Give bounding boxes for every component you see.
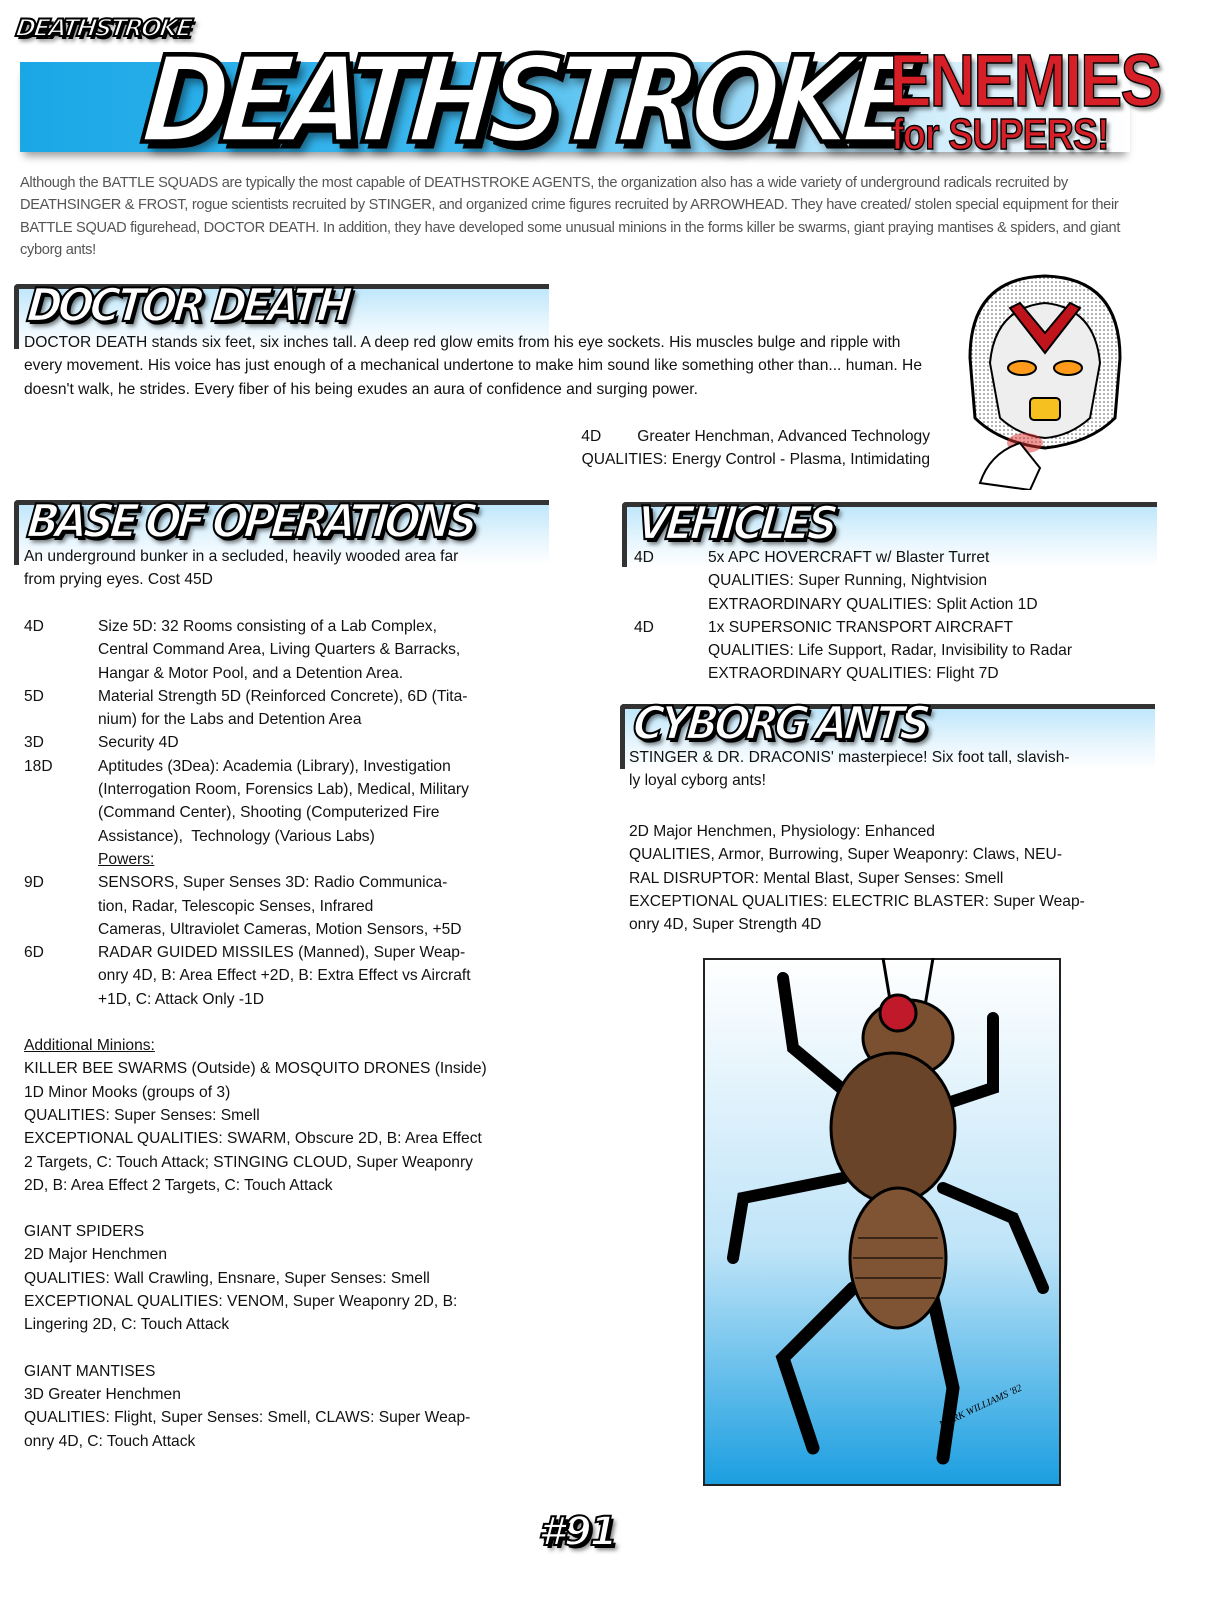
vehicles-title: VEHICLES — [634, 496, 837, 550]
vehicle-row — [634, 546, 1174, 616]
minion-killer-bees: KILLER BEE SWARMS (Outside) & MOSQUITO DRONES (Inside) 1D Minor Mooks (groups of 3) QUALITIES: Super Senses: Smell EXCEPTIONAL QUALITIES: SWARM, Obscure 2D, B: Area Effect 2 Targets, C: Touch Attack; STINGING CLOUD, Super Weaponry 2D, B: Area Effect 2 Targets, C: Touch Attack — [24, 1060, 487, 1194]
cyborg-ants-title: CYBORG ANTS — [630, 696, 929, 750]
minion-giant-spiders: GIANT SPIDERS 2D Major Henchmen QUALITIES: Wall Crawling, Ensnare, Super Senses: Smell EXCEPTIONAL QUALITIES: VENOM, Super Weaponry 2D, B: Lingering 2D, C: Touch Attack — [24, 1223, 458, 1334]
stat-die: 9D — [24, 874, 44, 892]
badge-line2: for SUPERS! — [891, 109, 1109, 159]
cyborg-ants-stats: 2D Major Henchmen, Physiology: Enhanced QUALITIES, Armor, Burrowing, Super Weaponry: Claws, NEU- RAL DISRUPTOR: Mental Blast, Super Senses: Smell EXCEPTIONAL QUALITIES: ELECTRIC BLASTER: Super Weap- onry 4D, Super Strength 4D — [629, 823, 1085, 934]
stat-die: 6D — [24, 944, 44, 962]
stat-die: 18D — [24, 757, 53, 775]
stat-die: 4D — [24, 618, 44, 635]
vehicle-row — [634, 616, 1174, 686]
stat-row — [24, 615, 544, 685]
stat-row — [24, 685, 544, 732]
series-logo: DEATHSTROKE — [14, 14, 193, 42]
artist-signature: MARK WILLIAMS '82 — [937, 1382, 1024, 1431]
base-stats — [24, 615, 544, 1453]
base-title: BASE OF OPERATIONS — [24, 494, 477, 548]
base-description: An underground bunker in a secluded, heavily wooded area far from prying eyes. Cost 45D — [24, 548, 459, 589]
intro-paragraph: Although the BATTLE SQUADS are typically the most capable of DEATHSTROKE AGENTS, the organization also has a wide variety of underground radicals recruited by DEATHSINGER & FROST, rogue scientists recruited by STINGER, and organized crime figures recruited by ARROWHEAD. They have created/ stolen special equipment for their BATTLE SQUAD figurehead, DOCTOR DEATH. In addition, they have developed some unusual minions in the forms killer be swarms, giant praying mantises & spiders, and giant cyborg ants! — [20, 175, 1121, 258]
stat-text: Material Strength 5D (Reinforced Concrete), 6D (Tita- nium) for the Labs and Detention Area — [98, 687, 468, 729]
stat-row — [24, 755, 544, 848]
stat-text: Greater Henchman, Advanced Technology — [637, 428, 930, 445]
stat-row — [24, 731, 544, 754]
qualities: QUALITIES: Energy Control - Plasma, Intimidating — [581, 451, 930, 469]
minions-label: Additional Minions: — [24, 1037, 155, 1055]
powers-row — [24, 848, 544, 871]
enemies-badge — [870, 39, 1161, 159]
doctor-death-portrait — [950, 268, 1140, 490]
cyborg-ants-description: STINGER & DR. DRACONIS' masterpiece! Six foot tall, slavish- ly loyal cyborg ants! — [629, 749, 1070, 790]
doctor-death-stats — [530, 425, 930, 472]
badge-line1: ENEMIES — [889, 39, 1161, 122]
minion-giant-mantises: GIANT MANTISES 3D Greater Henchmen QUALITIES: Flight, Super Senses: Smell, CLAWS: Super Weap- onry 4D, C: Touch Attack — [24, 1362, 471, 1450]
doctor-death-description: DOCTOR DEATH stands six feet, six inches tall. A deep red glow emits from his eye sockets. His muscles bulge and ripple with every movement. His voice has just enough of a mechanical undertone to make him sound like something other than... human. He doesn't walk, he strides. Every fiber of his being exudes an aura of confidence and surging power. — [24, 334, 922, 398]
page-number: #91 — [538, 1509, 616, 1555]
stat-die: 4D — [634, 618, 654, 636]
vehicles-stats — [634, 546, 1174, 686]
stat-row — [24, 871, 544, 941]
stat-text: 1x SUPERSONIC TRANSPORT AIRCRAFT QUALITIES: Life Support, Radar, Invisibility to Radar EXTRAORDINARY QUALITIES: Flight 7D — [708, 618, 1073, 683]
stat-text: Size 5D: 32 Rooms consisting of a Lab Complex, Central Command Area, Living Quarters & Barracks, Hangar & Motor Pool, and a Detention Area. — [98, 618, 461, 682]
stat-text: Aptitudes (3Dea): Academia (Library), Investigation (Interrogation Room, Forensics Lab), Medical, Military (Command Center), Shooting (Computerized Fire Assistance), Technology (Various Labs) — [98, 757, 469, 845]
powers-label: Powers: — [98, 850, 155, 868]
stat-die: 3D — [24, 734, 44, 752]
stat-text: Security 4D — [98, 734, 179, 752]
stat-die: 4D — [634, 549, 654, 566]
stat-die: 4D — [581, 428, 602, 445]
page-title: DEATHSTROKE — [137, 30, 914, 171]
stat-text: SENSORS, Super Senses 3D: Radio Communica- tion, Radar, Telescopic Senses, Infrared Cameras, Ultraviolet Cameras, Motion Sensors, +5D — [98, 874, 462, 938]
stat-text: RADAR GUIDED MISSILES (Manned), Super Weap- onry 4D, B: Area Effect +2D, B: Extra Effect vs Aircraft +1D, C: Attack Only -1D — [98, 944, 471, 1008]
stat-die: 5D — [24, 687, 44, 705]
stat-row — [24, 941, 544, 1011]
cyborg-ant-illustration — [703, 958, 1061, 1486]
doctor-death-title: DOCTOR DEATH — [24, 278, 351, 332]
stat-text: 5x APC HOVERCRAFT w/ Blaster Turret QUALITIES: Super Running, Nightvision EXTRAORDINARY QUALITIES: Split Action 1D — [708, 549, 1038, 613]
